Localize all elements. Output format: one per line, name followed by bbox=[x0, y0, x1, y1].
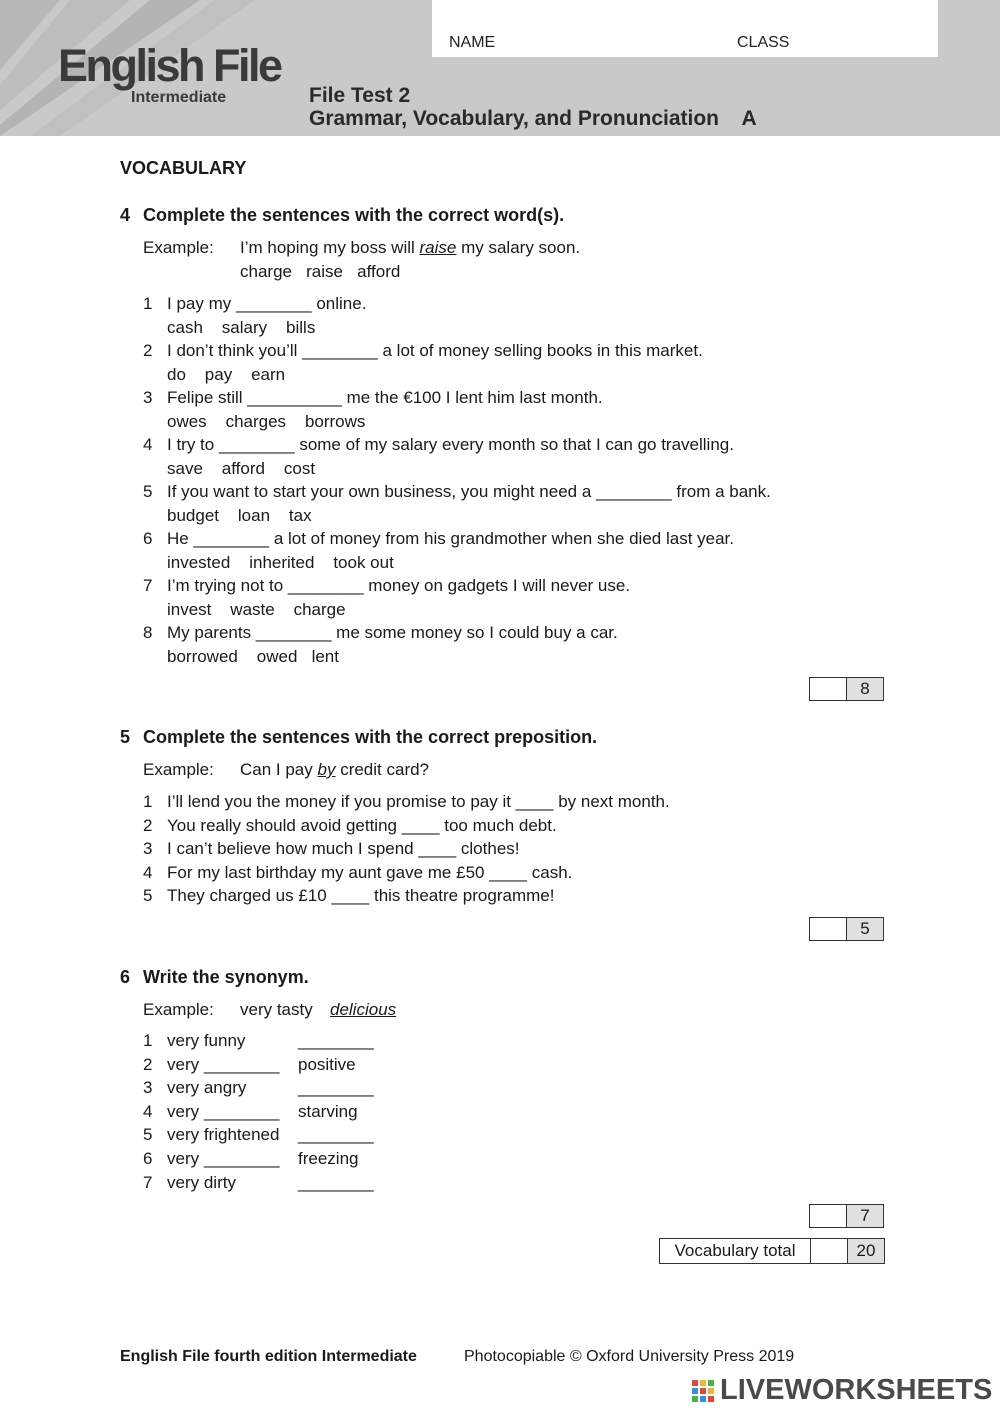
q6-item-right[interactable]: ________ bbox=[298, 1078, 374, 1097]
q4-score-input[interactable] bbox=[810, 678, 847, 700]
q4-item-options: cash salary bills bbox=[167, 318, 316, 337]
q6-item-left[interactable]: very ________ bbox=[167, 1102, 280, 1121]
q6-item-number: 4 bbox=[143, 1102, 153, 1121]
q6-score-box bbox=[809, 1204, 884, 1228]
q4-item-options: borrowed owed lent bbox=[167, 647, 339, 666]
liveworksheets-text: LIVEWORKSHEETS bbox=[720, 1374, 993, 1406]
q6-example-label: Example: bbox=[143, 1000, 214, 1019]
liveworksheets-logo bbox=[692, 1374, 992, 1407]
q5-item-number: 1 bbox=[143, 792, 153, 811]
q6-item-left: very dirty bbox=[167, 1173, 236, 1192]
q6-score-max: 7 bbox=[847, 1205, 883, 1227]
q4-example-options: charge raise afford bbox=[240, 262, 401, 281]
q4-item-sentence[interactable]: If you want to start your own business, you might need a ________ from a bank. bbox=[167, 482, 771, 501]
logo-title: English File bbox=[58, 40, 281, 91]
q4-example-sentence bbox=[240, 238, 580, 258]
q6-example-prompt: very tasty bbox=[240, 1000, 313, 1019]
q6-item-number: 3 bbox=[143, 1078, 153, 1097]
q4-item-number: 4 bbox=[143, 435, 153, 454]
q5-item-sentence[interactable]: I’ll lend you the money if you promise to pay it ____ by next month. bbox=[167, 792, 670, 811]
q6-item-number: 7 bbox=[143, 1173, 153, 1192]
q5-item-sentence[interactable]: I can’t believe how much I spend ____ clothes! bbox=[167, 839, 520, 858]
test-subtitle: Grammar, Vocabulary, and Pronunciation A bbox=[309, 107, 757, 130]
q4-score-max: 8 bbox=[847, 678, 883, 700]
q4-item-sentence[interactable]: My parents ________ me some money so I could buy a car. bbox=[167, 623, 618, 642]
q4-item-sentence[interactable]: I’m trying not to ________ money on gadgets I will never use. bbox=[167, 576, 631, 595]
q4-item-sentence[interactable]: I don’t think you’ll ________ a lot of money selling books in this market. bbox=[167, 341, 703, 360]
q4-item-options: invested inherited took out bbox=[167, 553, 394, 572]
q6-item-number: 2 bbox=[143, 1055, 153, 1074]
q4-item-sentence[interactable]: Felipe still __________ me the €100 I lent him last month. bbox=[167, 388, 603, 407]
q5-item-sentence[interactable]: You really should avoid getting ____ too much debt. bbox=[167, 816, 557, 835]
q4-item-options: budget loan tax bbox=[167, 506, 312, 525]
vocabulary-total-label: Vocabulary total bbox=[660, 1239, 811, 1263]
vocabulary-total-input[interactable] bbox=[811, 1239, 848, 1263]
q6-item-left[interactable]: very ________ bbox=[167, 1055, 280, 1074]
q5-item-number: 2 bbox=[143, 816, 153, 835]
q4-item-number: 2 bbox=[143, 341, 153, 360]
q4-item-number: 8 bbox=[143, 623, 153, 642]
q4-item-number: 5 bbox=[143, 482, 153, 501]
q6-item-number: 6 bbox=[143, 1149, 153, 1168]
q4-item-number: 1 bbox=[143, 294, 153, 313]
q6-item-right[interactable]: ________ bbox=[298, 1125, 374, 1144]
q4-item-number: 6 bbox=[143, 529, 153, 548]
name-class-box[interactable] bbox=[432, 0, 938, 57]
q5-score-max: 5 bbox=[847, 918, 883, 940]
q6-item-left: very frightened bbox=[167, 1125, 280, 1144]
q5-item-number: 3 bbox=[143, 839, 153, 858]
footer-edition: English File fourth edition Intermediate bbox=[120, 1348, 417, 1365]
q6-item-right[interactable]: ________ bbox=[298, 1173, 374, 1192]
q4-item-sentence[interactable]: I try to ________ some of my salary every month so that I can go travelling. bbox=[167, 435, 734, 454]
q6-item-left: very funny bbox=[167, 1031, 246, 1050]
page-header bbox=[0, 0, 1000, 136]
vocabulary-heading: VOCABULARY bbox=[120, 158, 247, 178]
q6-item-left[interactable]: very ________ bbox=[167, 1149, 280, 1168]
name-label: NAME bbox=[449, 34, 496, 51]
q5-example-label: Example: bbox=[143, 760, 214, 779]
q5-example-after: credit card? bbox=[335, 760, 430, 779]
q5-example-before: Can I pay bbox=[240, 760, 318, 779]
q4-score-box bbox=[809, 677, 884, 701]
q6-number: 6 bbox=[120, 967, 131, 987]
q4-example-label: Example: bbox=[143, 238, 214, 257]
vocabulary-total-box bbox=[659, 1238, 885, 1264]
q4-instruction: Complete the sentences with the correct word(s). bbox=[143, 205, 565, 225]
vocabulary-total-max: 20 bbox=[848, 1239, 884, 1263]
q6-item-number: 1 bbox=[143, 1031, 153, 1050]
q4-item-sentence[interactable]: I pay my ________ online. bbox=[167, 294, 367, 313]
q5-score-box bbox=[809, 917, 884, 941]
q5-item-sentence[interactable]: For my last birthday my aunt gave me £50 ____ cash. bbox=[167, 863, 573, 882]
q4-item-sentence[interactable]: He ________ a lot of money from his grandmother when she died last year. bbox=[167, 529, 735, 548]
q6-item-left: very angry bbox=[167, 1078, 247, 1097]
q5-example-sentence bbox=[240, 760, 429, 780]
q5-item-sentence[interactable]: They charged us £10 ____ this theatre programme! bbox=[167, 886, 555, 905]
q4-item-options: owes charges borrows bbox=[167, 412, 366, 431]
test-title: File Test 2 bbox=[309, 84, 411, 107]
q4-item-number: 3 bbox=[143, 388, 153, 407]
q4-number: 4 bbox=[120, 205, 131, 225]
q4-example-before: I’m hoping my boss will bbox=[240, 238, 420, 257]
q4-item-number: 7 bbox=[143, 576, 153, 595]
q4-item-options: save afford cost bbox=[167, 459, 316, 478]
q5-item-number: 4 bbox=[143, 863, 153, 882]
q5-score-input[interactable] bbox=[810, 918, 847, 940]
q6-item-right[interactable]: ________ bbox=[298, 1031, 374, 1050]
q4-example-after: my salary soon. bbox=[456, 238, 581, 257]
class-label: CLASS bbox=[737, 34, 790, 51]
logo-subtitle: Intermediate bbox=[131, 89, 227, 106]
q6-item-number: 5 bbox=[143, 1125, 153, 1144]
q6-item-right: positive bbox=[298, 1055, 356, 1074]
q4-item-options: do pay earn bbox=[167, 365, 286, 384]
q6-instruction: Write the synonym. bbox=[143, 967, 309, 987]
q5-instruction: Complete the sentences with the correct preposition. bbox=[143, 727, 598, 747]
q6-example-answer: delicious bbox=[330, 1000, 397, 1019]
q6-item-right: starving bbox=[298, 1102, 358, 1121]
footer-copyright: Photocopiable © Oxford University Press 2019 bbox=[464, 1348, 795, 1365]
q4-item-options: invest waste charge bbox=[167, 600, 346, 619]
liveworksheets-icon bbox=[692, 1378, 716, 1404]
q5-number: 5 bbox=[120, 727, 131, 747]
q5-item-number: 5 bbox=[143, 886, 153, 905]
q6-item-right: freezing bbox=[298, 1149, 359, 1168]
q5-example-answer: by bbox=[317, 760, 336, 779]
q4-example-answer: raise bbox=[419, 238, 457, 257]
q6-score-input[interactable] bbox=[810, 1205, 847, 1227]
